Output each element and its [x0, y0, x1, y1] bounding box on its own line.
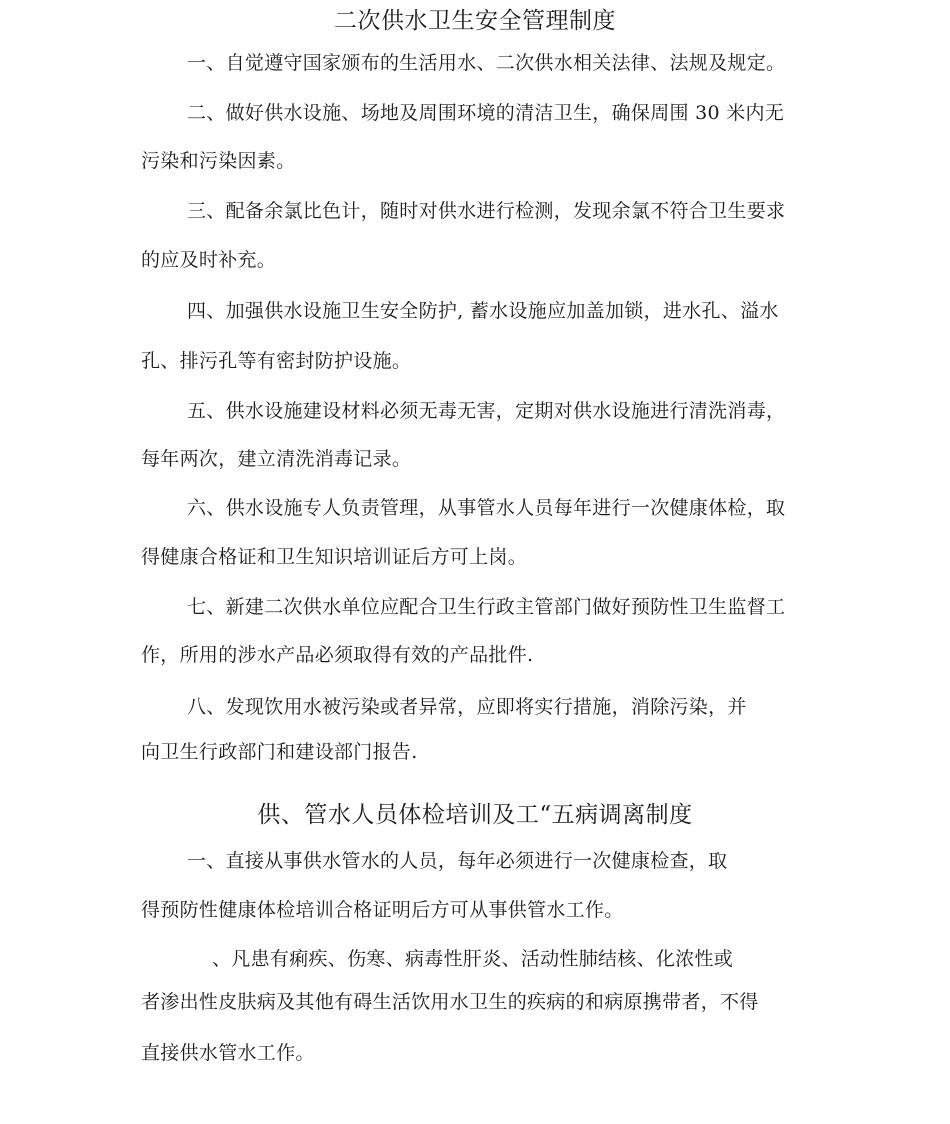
- section2-line: 得预防性健康体检培训合格证明后方可从事供管水工作。: [141, 899, 624, 921]
- section1-line: 的应及时补充。: [141, 249, 277, 271]
- section1-line: 向卫生行政部门和建设部门报告.: [141, 741, 418, 763]
- section1-line: 作，所用的涉水产品必须取得有效的产品批件.: [141, 644, 534, 666]
- section2-line: 一、直接从事供水管水的人员，每年必须进行一次健康检查，取: [187, 850, 728, 872]
- section2-line: 者渗出性皮肤病及其他有碍生活饮用水卫生的疾病的和病原携带者，不得: [141, 991, 759, 1013]
- section2-title: 供、管水人员体检培训及工“五病调离制度: [257, 802, 693, 828]
- section1-line: 五、供水设施建设材料必须无毒无害，定期对供水设施进行清洗消毒，: [187, 400, 786, 422]
- section1-line: 四、加强供水设施卫生安全防护, 蓄水设施应加盖加锁，进水孔、溢水: [187, 300, 779, 322]
- section1-line: 八、发现饮用水被污染或者异常，应即将实行措施，消除污染，并: [187, 696, 747, 718]
- section2-line: 直接供水管水工作。: [141, 1042, 315, 1064]
- section1-line: 七、新建二次供水单位应配合卫生行政主管部门做好预防性卫生监督工: [187, 596, 786, 618]
- section1-line: 一、自觉遵守国家颁布的生活用水、二次供水相关法律、法规及规定。: [187, 52, 786, 74]
- section2-line: 、凡患有痢疾、伤寒、病毒性肝炎、活动性肺结核、化浓性或: [212, 948, 734, 970]
- section1-line: 得健康合格证和卫生知识培训证后方可上岗。: [141, 546, 528, 568]
- section1-line: 六、供水设施专人负责管理，从事管水人员每年进行一次健康体检，取: [187, 497, 786, 519]
- section1-line: 二、做好供水设施、场地及周围环境的清洁卫生，确保周围 30 米内无: [187, 102, 785, 124]
- section1-line: 孔、排污孔等有密封防护设施。: [141, 350, 412, 372]
- section1-title: 二次供水卫生安全管理制度: [334, 8, 616, 34]
- section1-line: 每年两次，建立清洗消毒记录。: [141, 448, 412, 470]
- section1-line: 污染和污染因素。: [141, 150, 296, 172]
- section1-line: 三、配备余氯比色计，随时对供水进行检测，发现余氯不符合卫生要求: [187, 200, 786, 222]
